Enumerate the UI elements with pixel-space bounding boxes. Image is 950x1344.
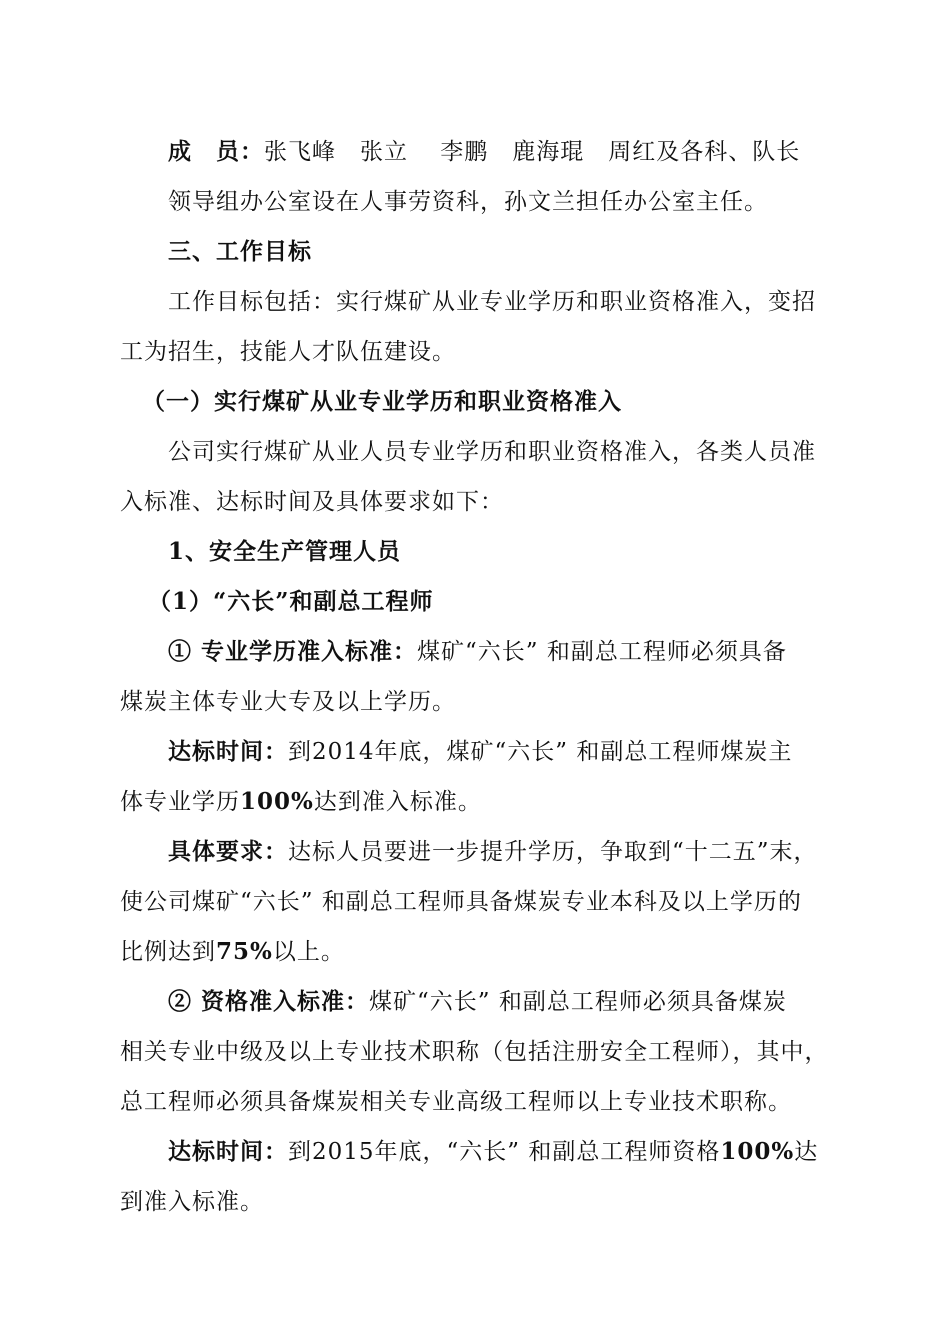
requirement-line-1 (168, 836, 878, 868)
requirement-pre: 比例达到 (120, 939, 216, 965)
deadline-2-label: 达标时间： (168, 1138, 288, 1165)
item-1-1-title: （1）“六长”和副总工程师 (148, 588, 434, 615)
deadline-1-line-2 (120, 786, 830, 818)
qual-standard-line-1 (168, 986, 878, 1018)
members-label: 成 员： (168, 138, 264, 165)
deadline-1-label: 达标时间： (168, 738, 288, 765)
deadline-2-line-1 (168, 1136, 878, 1168)
deadline-2-post: 达 (794, 1139, 819, 1165)
subsection-1-title: （一）实行煤矿从业专业学历和职业资格准入 (142, 388, 622, 415)
edu-standard-line-2: 煤炭主体专业大专及以上学历。 (120, 689, 456, 715)
requirement-label: 具体要求： (168, 838, 288, 865)
goals-line-2: 工为招生，技能人才队伍建设。 (120, 339, 456, 365)
requirement-line-3 (120, 936, 830, 968)
deadline-1-pre: 体专业学历 (120, 789, 240, 815)
company-text-line-1: 公司实行煤矿从业人员专业学历和职业资格准入，各类人员准 (168, 439, 816, 465)
requirement-post: 以上。 (272, 939, 345, 965)
goals-line-1: 工作目标包括：实行煤矿从业专业学历和职业资格准入，变招 (168, 289, 816, 315)
members-names: 张飞峰 张立 李鹏 鹿海琨 周红及各科、队长 (264, 139, 801, 165)
office-line: 领导组办公室设在人事劳资科，孙文兰担任办公室主任。 (168, 189, 768, 215)
edu-standard-line-1 (168, 636, 878, 668)
edu-standard-text: 煤矿“六长” 和副总工程师必须具备 (417, 639, 787, 665)
section-3-title: 三、工作目标 (168, 238, 312, 265)
qual-standard-line-2: 相关专业中级及以上专业技术职称（包括注册安全工程师），其中， (120, 1039, 829, 1065)
deadline-2-pre: 到2015年底，“六长” 和副总工程师资格 (288, 1139, 721, 1165)
qual-standard-line-3: 总工程师必须具备煤炭相关专业高级工程师以上专业技术职称。 (120, 1089, 792, 1115)
requirement-line-2: 使公司煤矿“六长” 和副总工程师具备煤炭专业本科及以上学历的 (120, 889, 802, 915)
deadline-1-percent: 100% (240, 788, 314, 815)
members-line (168, 136, 878, 168)
deadline-2-line-2: 到准入标准。 (120, 1189, 264, 1215)
deadline-1-text: 到2014年底，煤矿“六长” 和副总工程师煤炭主 (288, 739, 793, 765)
edu-standard-label: ① 专业学历准入标准： (168, 638, 418, 665)
deadline-1-post: 达到准入标准。 (313, 789, 482, 815)
requirement-percent: 75% (216, 938, 273, 965)
company-text-line-2: 入标准、达标时间及具体要求如下： (120, 489, 504, 515)
qual-standard-text: 煤矿“六长” 和副总工程师必须具备煤炭 (369, 989, 787, 1015)
qual-standard-label: ② 资格准入标准： (168, 988, 370, 1015)
deadline-1-line-1 (168, 736, 878, 768)
item-1-title: 1、安全生产管理人员 (168, 538, 402, 565)
deadline-2-percent: 100% (720, 1138, 795, 1165)
requirement-text: 达标人员要进一步提升学历，争取到“十二五”末， (288, 839, 818, 865)
